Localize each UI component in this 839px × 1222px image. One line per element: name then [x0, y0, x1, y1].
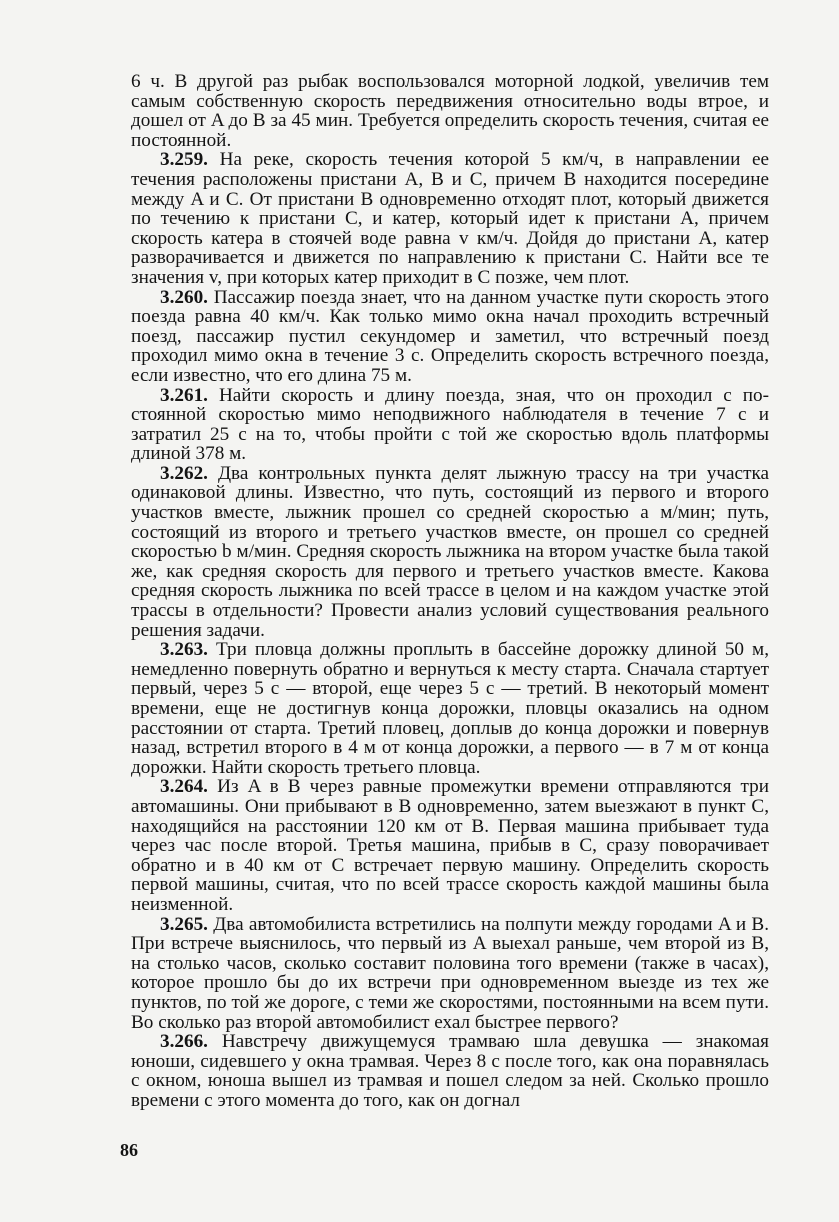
problem-number: 3.263. [160, 639, 208, 661]
problem-text: Найти скорость и длину поезда, зная, что он проходил с постоянной скоростью мимо неподвижного наблюдателя в течение 7 с и затратил 25 с на то, чтобы пройти с той же скоростью вдоль платформы длиной 378 м. [131, 384, 769, 465]
problem-3-262 [131, 464, 769, 640]
problem-number: 3.266. [160, 1031, 208, 1053]
problem-3-259 [131, 150, 769, 287]
problem-number: 3.260. [160, 286, 208, 308]
problem-text: Пассажир поезда знает, что на данном участке пути скорость этого поезда равна 40 км/ч. Как только мимо окна начал проходить встречный поезд, пассажир пустил секундомер и заметил, что встречный поезд проходил мимо окна в течение 3 с. Определить скорость встречного поезда, если известно, что его длина 75 м. [131, 286, 769, 386]
problem-number: 3.261. [160, 384, 208, 406]
problem-3-265 [131, 915, 769, 1033]
problem-text: Из A в B через равные промежутки времени отправляются три автомашины. Они прибывают в B одновременно, затем выезжают в пункт C, находящийся на расстоянии 120 км от B. Первая машина прибывает туда через час после второй. Третья машина, прибыв в C, сразу поворачивает обратно и в 40 км от C встречает первую машину. Определить скорость первой машины, считая, что по всей трассе скорость каждой машины была неизменной. [131, 776, 769, 915]
problem-text: Навстречу движущемуся трамваю шла девушка — знакомая юноши, сидевшего у окна трамвая. Через 8 с после того, как она поравнялась с окном, юноша вышел из трамвая и пошел следом за ней. Сколько прошло времени с этого момента до того, как он догнал [131, 1031, 769, 1111]
problem-3-261 [131, 386, 769, 464]
problem-text: Два контрольных пункта делят лыжную трассу на три участка одинаковой длины. Известно, что путь, состоящий из первого и второго участков вместе, лыжник прошел со средней скоростью a м/мин; путь, состоящий из второго и третьего участков вместе, он прошел со средней скоростью b м/мин. Средняя скорость лыжника на втором участке была такой же, как средняя скорость для первого и третьего участков вместе. Какова средняя скорость лыжника по всей трассе в целом и на каждом участке этой трассы в отдельности? Провести анализ условий существования реального решения задачи. [131, 462, 770, 641]
problem-3-260 [131, 288, 769, 386]
problem-text: Два автомобилиста встретились на полпути между городами A и B. При встрече выяснилось, что первый из A выехал раньше, чем второй из B, на столько часов, сколько составит половина того времени (также в часах), которое прошло бы до их встречи при одновременном выезде из тех же пунктов, по той же дороге, с теми же скоростями, постоянными на всем пути. Во сколько раз второй автомобилист ехал быстрее первого? [131, 913, 769, 1033]
problem-number: 3.259. [160, 149, 208, 171]
problem-3-264 [131, 777, 769, 914]
page-body [131, 72, 769, 1110]
problem-number: 3.262. [160, 462, 208, 484]
problem-text: На реке, скорость течения которой 5 км/ч, в направлении ее течения расположены пристани A, B и C, причем B находится посередине между A и C. От пристани B одновременно отходят плот, который движется по течению к пристани C, и катер, который идет к пристани A, причем скорость катера в стоячей воде равна v км/ч. Дойдя до пристани A, катер разворачивается и движется по направлению к пристани C. Найти все те значения v, при которых катер приходит в C позже, чем плот. [131, 149, 769, 288]
page-number: 86 [120, 1140, 138, 1160]
continuation-paragraph: 6 ч. В другой раз рыбак воспользовался моторной лодкой, увеличив тем самым собственную скорость передвижения относительно воды втрое, и дошел от A до B за 45 мин. Требуется определить скорость течения, считая ее постоянной. [131, 71, 769, 151]
problem-3-263 [131, 640, 769, 777]
problem-number: 3.265. [160, 913, 208, 935]
problem-3-266 [131, 1032, 769, 1110]
problem-number: 3.264. [160, 776, 208, 798]
problem-text: Три пловца должны проплыть в бассейне дорожку длиной 50 м, немедленно повернуть обратно и вернуться к месту старта. Сначала стартует первый, через 5 с — второй, еще через 5 с — третий. В некоторый момент времени, еще не достигнув конца дорожки, пловцы оказались на одном расстоянии от старта. Третий пловец, доплыв до конца дорожки и повернув назад, встретил второго в 4 м от конца дорожки, а первого — в 7 м от конца дорожки. Найти скорость третьего пловца. [131, 639, 769, 778]
